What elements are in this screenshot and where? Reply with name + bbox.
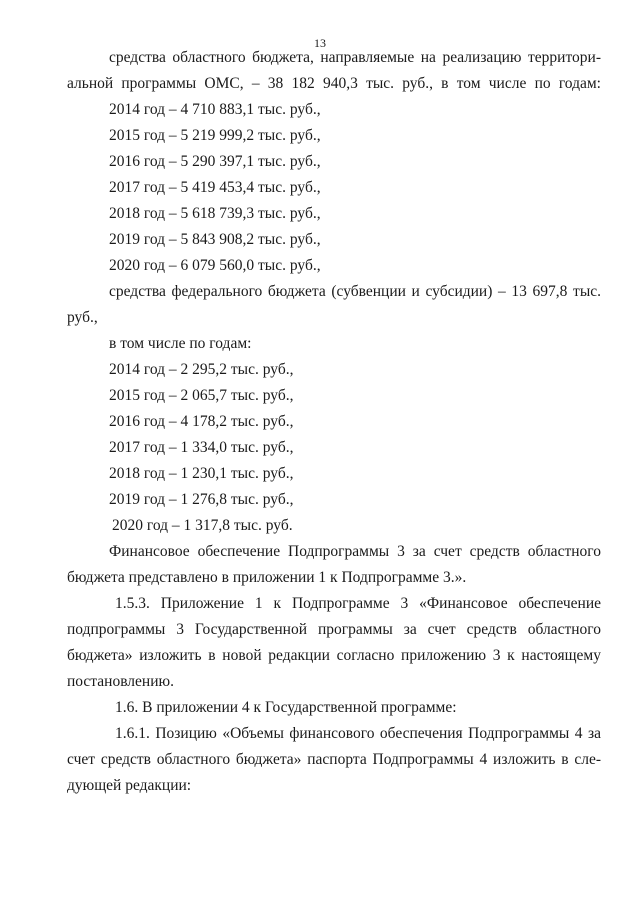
text-line: 2018 год – 1 230,1 тыс. руб., bbox=[109, 465, 294, 482]
text-line: счет средств областного бюджета» паспорта Подпрограммы 4 изложить в сле- bbox=[67, 751, 601, 768]
text-line: 2018 год – 5 618 739,3 тыс. руб., bbox=[109, 205, 321, 222]
text-line: 2015 год – 2 065,7 тыс. руб., bbox=[109, 387, 294, 404]
text-line: 2017 год – 1 334,0 тыс. руб., bbox=[109, 439, 294, 456]
text-line: постановлению. bbox=[67, 673, 174, 690]
text-line: руб., bbox=[67, 309, 98, 326]
text-line: дующей редакции: bbox=[67, 777, 192, 794]
text-line: 2020 год – 6 079 560,0 тыс. руб., bbox=[109, 257, 321, 274]
text-line: 2019 год – 5 843 908,2 тыс. руб., bbox=[109, 231, 321, 248]
text-line: Финансовое обеспечение Подпрограммы 3 за счет средств областного bbox=[109, 543, 601, 560]
text-line: подпрограммы 3 Государственной программы за счет средств областного bbox=[67, 621, 601, 638]
text-line: 2019 год – 1 276,8 тыс. руб., bbox=[109, 491, 294, 508]
text-line: в том числе по годам: bbox=[109, 335, 252, 352]
text-line: бюджета представлено в приложении 1 к Подпрограмме 3.». bbox=[67, 569, 467, 586]
text-line: средства федерального бюджета (субвенции и субсидии) – 13 697,8 тыс. bbox=[109, 283, 601, 300]
text-line: 2016 год – 4 178,2 тыс. руб., bbox=[109, 413, 294, 430]
text-line: 2014 год – 2 295,2 тыс. руб., bbox=[109, 361, 294, 378]
text-line: средства областного бюджета, направляемые на реализацию территори- bbox=[109, 49, 601, 66]
document-body bbox=[67, 45, 601, 799]
text-line: 2015 год – 5 219 999,2 тыс. руб., bbox=[109, 127, 321, 144]
text-line: 1.6. В приложении 4 к Государственной программе: bbox=[115, 699, 457, 716]
text-line: 2016 год – 5 290 397,1 тыс. руб., bbox=[109, 153, 321, 170]
text-line: 2014 год – 4 710 883,1 тыс. руб., bbox=[109, 101, 321, 118]
text-line: 1.6.1. Позицию «Объемы финансового обеспечения Подпрограммы 4 за bbox=[115, 725, 601, 742]
page-number: 13 bbox=[314, 36, 326, 50]
text-line: альной программы ОМС, – 38 182 940,3 тыс. руб., в том числе по годам: bbox=[67, 75, 601, 92]
text-line: 1.5.3. Приложение 1 к Подпрограмме 3 «Финансовое обеспечение bbox=[115, 595, 601, 612]
text-line: бюджета» изложить в новой редакции согласно приложению 3 к настоящему bbox=[67, 647, 601, 664]
text-line: 2020 год – 1 317,8 тыс. руб. bbox=[112, 517, 293, 534]
text-line: 2017 год – 5 419 453,4 тыс. руб., bbox=[109, 179, 321, 196]
